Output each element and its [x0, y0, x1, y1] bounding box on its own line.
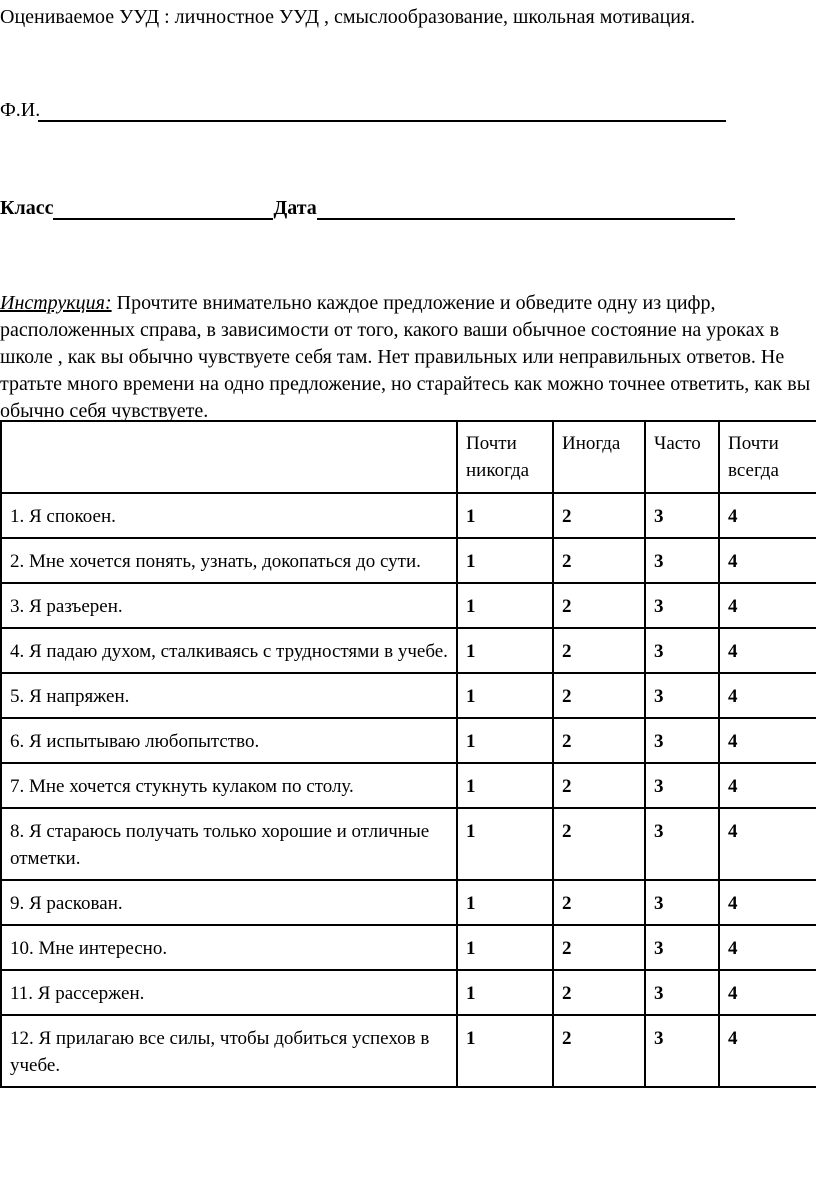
score-option-4[interactable]: 4	[719, 538, 816, 583]
instruction-label: Инструкция:	[0, 292, 112, 314]
score-option-4[interactable]: 4	[719, 925, 816, 970]
score-option-1[interactable]: 1	[457, 763, 553, 808]
date-label: Дата	[273, 197, 317, 219]
date-input-line[interactable]	[317, 196, 735, 220]
class-input-line[interactable]	[53, 196, 273, 220]
score-option-4[interactable]: 4	[719, 880, 816, 925]
table-row	[1, 583, 816, 628]
class-label: Класс	[0, 197, 54, 219]
score-option-2[interactable]: 2	[553, 538, 645, 583]
score-option-1[interactable]: 1	[457, 718, 553, 763]
name-label: Ф.И.	[0, 99, 41, 121]
score-option-4[interactable]: 4	[719, 493, 816, 538]
score-option-3[interactable]: 3	[645, 1015, 719, 1087]
page-heading: Оцениваемое УУД : личностное УУД , смыслообразование, школьная мотивация.	[0, 6, 696, 28]
score-option-1[interactable]: 1	[457, 880, 553, 925]
class-date-row	[0, 196, 735, 220]
statement-cell: 2. Мне хочется понять, узнать, докопаться до сути.	[1, 538, 457, 583]
score-option-2[interactable]: 2	[553, 1015, 645, 1087]
table-row	[1, 925, 816, 970]
statement-cell: 9. Я раскован.	[1, 880, 457, 925]
table-row	[1, 718, 816, 763]
statement-cell: 1. Я спокоен.	[1, 493, 457, 538]
statement-cell: 4. Я падаю духом, сталкиваясь с трудностями в учебе.	[1, 628, 457, 673]
score-option-3[interactable]: 3	[645, 538, 719, 583]
score-option-3[interactable]: 3	[645, 493, 719, 538]
table-row	[1, 493, 816, 538]
score-option-1[interactable]: 1	[457, 583, 553, 628]
score-option-4[interactable]: 4	[719, 1015, 816, 1087]
name-field-row	[0, 98, 726, 122]
table-row	[1, 628, 816, 673]
score-option-2[interactable]: 2	[553, 925, 645, 970]
score-option-2[interactable]: 2	[553, 880, 645, 925]
table-row	[1, 763, 816, 808]
score-option-2[interactable]: 2	[553, 718, 645, 763]
score-option-1[interactable]: 1	[457, 628, 553, 673]
column-header-sometimes: Иногда	[553, 421, 645, 493]
score-option-4[interactable]: 4	[719, 628, 816, 673]
instruction-text: Прочтите внимательно каждое предложение и обведите одну из цифр, расположенных справа, в зависимости от того, какого ваши обычное состояние на уроках в школе , как вы обычно чувствуете себя там. Нет правильных или неправильных ответов. Не тратьте много времени на одно предложение, но старайтесь как можно точнее ответить, как вы обычно себя чувствуете.	[0, 292, 811, 422]
statement-cell: 10. Мне интересно.	[1, 925, 457, 970]
statement-cell: 12. Я прилагаю все силы, чтобы добиться успехов в учебе.	[1, 1015, 457, 1087]
score-option-3[interactable]: 3	[645, 763, 719, 808]
score-option-3[interactable]: 3	[645, 628, 719, 673]
statement-cell: 7. Мне хочется стукнуть кулаком по столу.	[1, 763, 457, 808]
score-option-2[interactable]: 2	[553, 970, 645, 1015]
score-option-4[interactable]: 4	[719, 673, 816, 718]
score-option-1[interactable]: 1	[457, 493, 553, 538]
table-row	[1, 880, 816, 925]
column-header-almost-always: Почти всегда	[719, 421, 816, 493]
score-option-1[interactable]: 1	[457, 925, 553, 970]
score-option-1[interactable]: 1	[457, 970, 553, 1015]
statement-cell: 8. Я стараюсь получать только хорошие и отличные отметки.	[1, 808, 457, 880]
score-option-2[interactable]: 2	[553, 763, 645, 808]
table-row	[1, 1015, 816, 1087]
statement-cell: 5. Я напряжен.	[1, 673, 457, 718]
statement-cell: 11. Я рассержен.	[1, 970, 457, 1015]
table-row	[1, 538, 816, 583]
score-option-3[interactable]: 3	[645, 880, 719, 925]
score-option-2[interactable]: 2	[553, 808, 645, 880]
score-option-1[interactable]: 1	[457, 538, 553, 583]
score-option-3[interactable]: 3	[645, 925, 719, 970]
table-row	[1, 673, 816, 718]
score-option-4[interactable]: 4	[719, 763, 816, 808]
table-row	[1, 808, 816, 880]
score-option-1[interactable]: 1	[457, 1015, 553, 1087]
score-option-3[interactable]: 3	[645, 808, 719, 880]
score-option-1[interactable]: 1	[457, 808, 553, 880]
score-option-4[interactable]: 4	[719, 970, 816, 1015]
score-option-3[interactable]: 3	[645, 583, 719, 628]
score-option-2[interactable]: 2	[553, 583, 645, 628]
column-header-almost-never: Почти никогда	[457, 421, 553, 493]
score-option-3[interactable]: 3	[645, 970, 719, 1015]
instruction-paragraph	[0, 290, 816, 425]
score-option-2[interactable]: 2	[553, 493, 645, 538]
table-row	[1, 970, 816, 1015]
statement-cell: 6. Я испытываю любопытство.	[1, 718, 457, 763]
score-option-3[interactable]: 3	[645, 718, 719, 763]
score-option-4[interactable]: 4	[719, 808, 816, 880]
score-option-2[interactable]: 2	[553, 673, 645, 718]
header-empty-cell	[1, 421, 457, 493]
statement-cell: 3. Я разъерен.	[1, 583, 457, 628]
score-option-1[interactable]: 1	[457, 673, 553, 718]
column-header-often: Часто	[645, 421, 719, 493]
survey-table	[0, 420, 816, 1088]
score-option-2[interactable]: 2	[553, 628, 645, 673]
table-header-row	[1, 421, 816, 493]
score-option-4[interactable]: 4	[719, 583, 816, 628]
name-input-line[interactable]	[38, 98, 726, 122]
score-option-4[interactable]: 4	[719, 718, 816, 763]
score-option-3[interactable]: 3	[645, 673, 719, 718]
